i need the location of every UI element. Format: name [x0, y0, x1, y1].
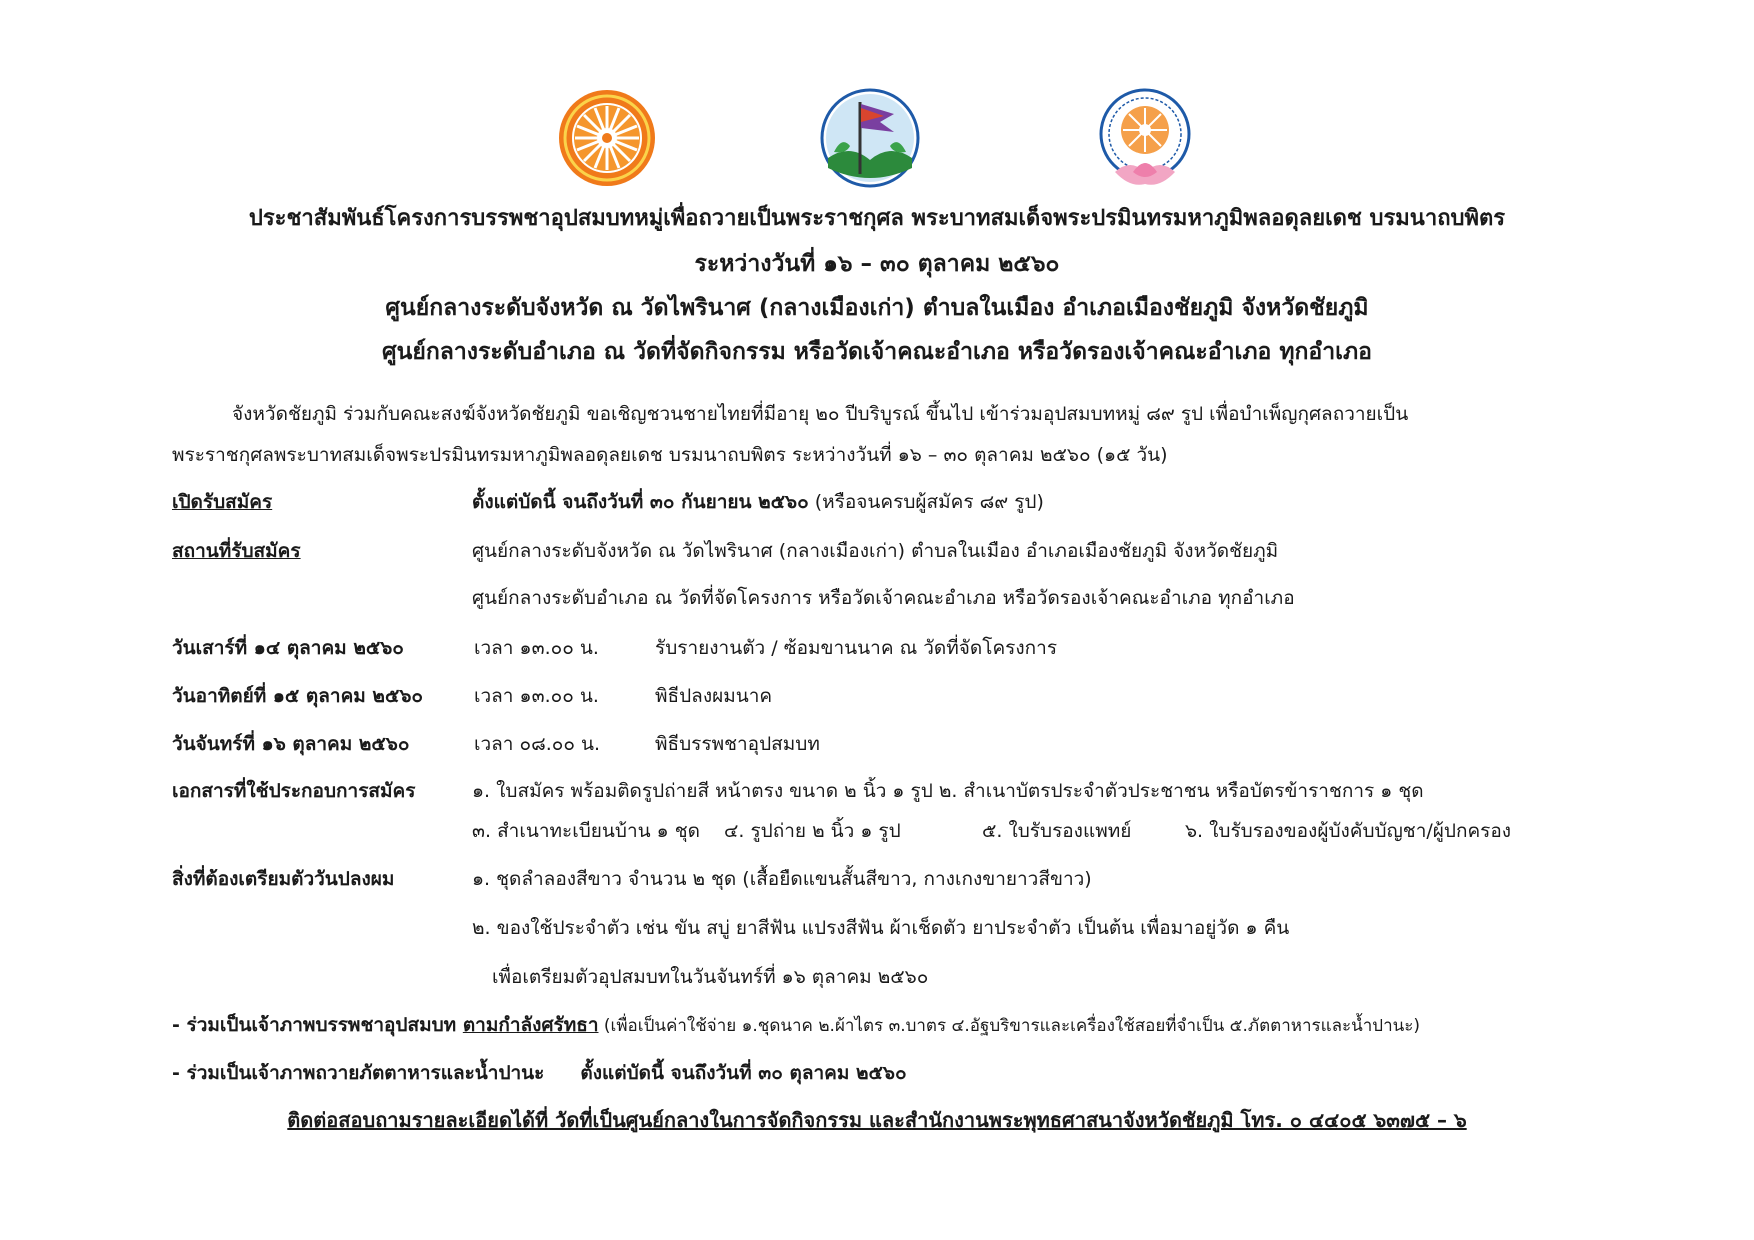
intro-line-2: พระราชกุศลพระบาทสมเด็จพระปรมินทรมหาภูมิพลอดุลยเดช บรมนาถบพิตร ระหว่างวันที่ ๑๖ – ๓๐ ตุลาคม ๒๕๖๐ (๑๕ วัน) — [172, 444, 1168, 466]
schedule-date: วันเสาร์ที่ ๑๔ ตุลาคม ๒๕๖๐ — [172, 637, 404, 659]
preparation-line-1: ๑. ชุดลำลองสีขาว จำนวน ๒ ชุด (เสื้อยืดแขนสั้นสีขาว, กางเกงขายาวสีขาว) — [472, 868, 1092, 890]
host-meal-label: - ร่วมเป็นเจ้าภาพถวายภัตตาหารและน้ำปานะ — [172, 1062, 545, 1084]
registration-open-period: ตั้งแต่บัดนี้ จนถึงวันที่ ๓๐ กันยายน ๒๕๖๐ — [472, 491, 809, 513]
preparation-line-2: ๒. ของใช้ประจำตัว เช่น ขัน สบู่ ยาสีฟัน แปรงสีฟัน ผ้าเช็ดตัว ยาประจำตัว เป็นต้น เพื่อมาอยู่วัด ๑ คืน — [472, 917, 1290, 939]
schedule-time: เวลา ๑๓.๐๐ น. — [474, 637, 599, 659]
host-ordination-label: - ร่วมเป็นเจ้าภาพบรรพชาอุปสมบท — [172, 1014, 463, 1036]
preparation-label: สิ่งที่ต้องเตรียมตัววันปลงผม — [172, 868, 395, 890]
host-line-2 — [172, 1058, 907, 1088]
header-date-range: ระหว่างวันที่ ๑๖ – ๓๐ ตุลาคม ๒๕๖๐ — [694, 251, 1060, 277]
flag-emblem-icon — [820, 88, 920, 188]
schedule-time: เวลา ๑๓.๐๐ น. — [474, 685, 599, 707]
schedule-date: วันอาทิตย์ที่ ๑๕ ตุลาคม ๒๕๖๐ — [172, 685, 423, 707]
header-province-center: ศูนย์กลางระดับจังหวัด ณ วัดไพรินาศ (กลางเมืองเก่า) ตำบลในเมือง อำเภอเมืองชัยภูมิ จังหวัดชัยภูมิ — [385, 295, 1369, 321]
dharma-wheel-icon — [557, 88, 657, 188]
schedule-activity: พิธีปลงผมนาค — [655, 685, 773, 707]
preparation-line-3: เพื่อเตรียมตัวอุปสมบทในวันจันทร์ที่ ๑๖ ตุลาคม ๒๕๖๐ — [492, 966, 929, 988]
registration-open-value — [472, 487, 1044, 517]
documents-item-5: ๕. ใบรับรองแพทย์ — [982, 820, 1132, 842]
documents-line-1: ๑. ใบสมัคร พร้อมติดรูปถ่ายสี หน้าตรง ขนาด ๒ นิ้ว ๑ รูป ๒. สำเนาบัตรประจำตัวประชาชน หรือบัตรข้าราชการ ๑ ชุด — [472, 780, 1424, 802]
schedule-time: เวลา ๐๘.๐๐ น. — [474, 733, 601, 755]
host-ordination-amount: ตามกำลังศรัทธา — [462, 1014, 599, 1036]
header-district-center: ศูนย์กลางระดับอำเภอ ณ วัดที่จัดกิจกรรม หรือวัดเจ้าคณะอำเภอ หรือวัดรองเจ้าคณะอำเภอ ทุกอำเภอ — [382, 339, 1372, 365]
documents-item-3: ๓. สำเนาทะเบียนบ้าน ๑ ชุด — [472, 820, 700, 842]
documents-label: เอกสารที่ใช้ประกอบการสมัคร — [172, 780, 416, 802]
header-title: ประชาสัมพันธ์โครงการบรรพชาอุปสมบทหมู่เพื่อถวายเป็นพระราชกุศล พระบาทสมเด็จพระปรมินทรมหาภูมิพลอดุลยเดช บรมนาถบพิตร — [248, 206, 1506, 231]
contact-footer: ติดต่อสอบถามรายละเอียดได้ที่ วัดที่เป็นศูนย์กลางในการจัดกิจกรรม และสำนักงานพระพุทธศาสนาจังหวัดชัยภูมิ โทร. ๐ ๔๔๐๕ ๖๓๗๕ – ๖ — [287, 1108, 1467, 1132]
logo-row — [0, 88, 1754, 193]
documents-item-6: ๖. ใบรับรองของผู้บังคับบัญชา/ผู้ปกครอง — [1185, 820, 1512, 842]
registration-place-province: ศูนย์กลางระดับจังหวัด ณ วัดไพรินาศ (กลางเมืองเก่า) ตำบลในเมือง อำเภอเมืองชัยภูมิ จังหวัดชัยภูมิ — [472, 540, 1279, 562]
documents-item-4: ๔. รูปถ่าย ๒ นิ้ว ๑ รูป — [724, 820, 901, 842]
registration-place-district: ศูนย์กลางระดับอำเภอ ณ วัดที่จัดโครงการ หรือวัดเจ้าคณะอำเภอ หรือวัดรองเจ้าคณะอำเภอ ทุกอำเภอ — [472, 587, 1295, 609]
registration-place-label: สถานที่รับสมัคร — [172, 540, 301, 562]
schedule-activity: พิธีบรรพชาอุปสมบท — [655, 733, 820, 755]
host-ordination-note: (เพื่อเป็นค่าใช้จ่าย ๑.ชุดนาค ๒.ผ้าไตร ๓.บาตร ๔.อัฐบริขารและเครื่องใช้สอยที่จำเป็น ๕.ภัตตาหารและน้ำปานะ) — [598, 1016, 1421, 1036]
intro-line-1: จังหวัดชัยภูมิ ร่วมกับคณะสงฆ์จังหวัดชัยภูมิ ขอเชิญชวนชายไทยที่มีอายุ ๒๐ ปีบริบูรณ์ ขึ้นไป เข้าร่วมอุปสมบทหมู่ ๘๙ รูป เพื่อบำเพ็ญกุศลถวายเป็น — [232, 403, 1409, 425]
host-meal-period: ตั้งแต่บัดนี้ จนถึงวันที่ ๓๐ ตุลาคม ๒๕๖๐ — [580, 1062, 907, 1084]
schedule-activity: รับรายงานตัว / ซ้อมขานนาค ณ วัดที่จัดโครงการ — [655, 637, 1058, 659]
registration-open-note: (หรือจนครบผู้สมัคร ๘๙ รูป) — [808, 491, 1044, 513]
dharma-seal-icon — [1095, 88, 1195, 193]
registration-open-label: เปิดรับสมัคร — [172, 491, 273, 513]
schedule-date: วันจันทร์ที่ ๑๖ ตุลาคม ๒๕๖๐ — [172, 733, 410, 755]
host-line-1 — [172, 1010, 1420, 1040]
